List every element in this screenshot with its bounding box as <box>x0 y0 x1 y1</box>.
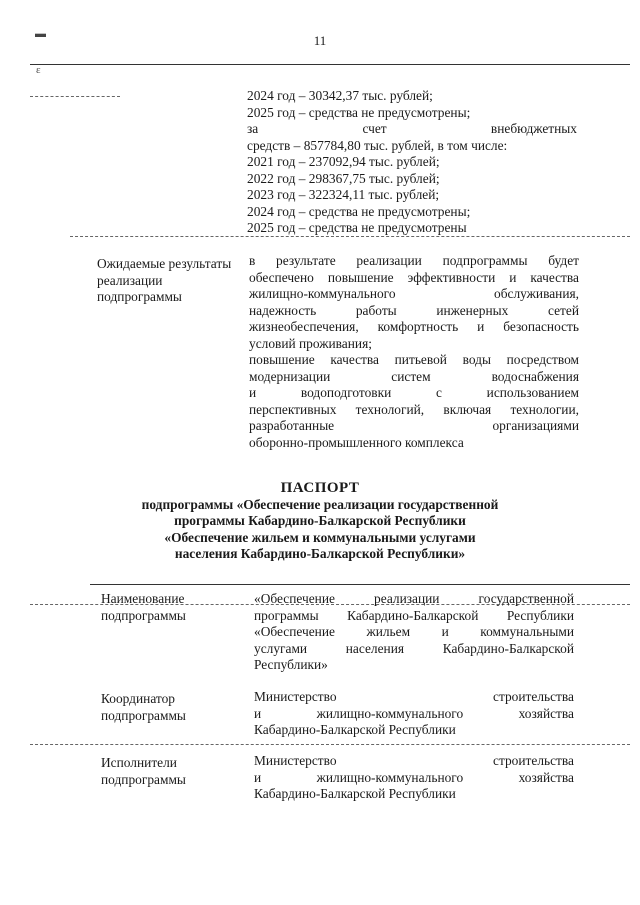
result-line: разработанные организациями <box>249 418 579 433</box>
page-number: 11 <box>313 33 327 48</box>
coordinator-line: Кабардино-Балкарской Республики <box>254 722 456 737</box>
coordinator-line: Министерство строительства <box>254 689 574 704</box>
result-line: условий проживания; <box>249 335 372 351</box>
financing-line: 2021 год – 237092,94 тыс. рублей; <box>247 154 440 169</box>
scan-speck: ▬ <box>35 28 46 40</box>
name-line: «Обеспечение жильем и коммунальными <box>254 624 574 639</box>
passport-subtitle-line: населения Кабардино-Балкарской Республики» <box>174 546 466 561</box>
name-line: Республики» <box>254 657 328 672</box>
coordinator-label: Координатор подпрограммы <box>101 691 186 723</box>
subprogram-name-value <box>254 591 574 674</box>
result-line: обеспечено повышение эффективности и качества <box>249 269 579 285</box>
result-line: перспективных технологий, включая технологии, <box>249 401 579 417</box>
financing-line: 2025 год – средства не предусмотрены <box>247 220 467 235</box>
passport-table-top-rule <box>90 584 630 585</box>
financing-line: за счет внебюджетных <box>247 121 577 136</box>
subprogram-name-label: Наименование подпрограммы <box>101 591 186 623</box>
financing-line: 2022 год – 298367,75 тыс. рублей; <box>247 170 440 186</box>
passport-heading: ПАСПОРТ <box>280 480 360 496</box>
result-line: оборонно-промышленного комплекса <box>249 434 464 450</box>
result-line: модернизации систем водоснабжения <box>249 368 579 384</box>
result-line: повышение качества питьевой воды посредством <box>249 352 579 367</box>
passport-subtitle-line: программы Кабардино-Балкарской Республики <box>174 513 466 528</box>
coordinator-value <box>254 689 574 739</box>
result-line: жизнеобеспечения, комфортность и безопасность <box>249 319 579 334</box>
row-divider <box>30 744 630 745</box>
executors-value <box>254 753 574 803</box>
scan-speck: ɛ <box>36 64 41 76</box>
passport-title <box>0 480 640 563</box>
financing-continuation <box>247 88 577 237</box>
passport-subtitle-line: «Обеспечение жильем и коммунальными услугами <box>164 529 476 545</box>
executors-line: Министерство строительства <box>254 753 574 768</box>
executors-line: и жилищно-коммунального хозяйства <box>254 769 574 785</box>
financing-line: 2025 год – средства не предусмотрены; <box>247 104 471 120</box>
name-line: «Обеспечение реализации государственной <box>254 591 574 606</box>
financing-line: средств – 857784,80 тыс. рублей, в том числе: <box>247 137 508 153</box>
table-top-rule <box>30 64 630 65</box>
result-line: надежность работы инженерных сетей <box>249 302 579 318</box>
result-line: в результате реализации подпрограммы будет <box>249 253 579 268</box>
result-line: жилищно-коммунального обслуживания, <box>249 286 579 301</box>
name-line: услугами населения Кабардино-Балкарской <box>254 640 574 656</box>
financing-line: 2024 год – 30342,37 тыс. рублей; <box>247 88 433 103</box>
row-divider <box>70 236 630 237</box>
financing-line: 2024 год – средства не предусмотрены; <box>247 203 471 219</box>
expected-results-label: Ожидаемые результаты реализации подпрограммы <box>97 256 232 304</box>
executors-line: Кабардино-Балкарской Республики <box>254 786 456 801</box>
executors-label: Исполнители подпрограммы <box>101 755 186 787</box>
result-line: и водоподготовки с использованием <box>249 385 579 400</box>
expected-results-value <box>249 253 579 451</box>
financing-line: 2023 год – 322324,11 тыс. рублей; <box>247 187 440 202</box>
dashed-rule <box>30 96 120 97</box>
coordinator-line: и жилищно-коммунального хозяйства <box>254 705 574 721</box>
name-line: программы Кабардино-Балкарской Республики <box>254 607 574 623</box>
passport-subtitle-line: подпрограммы «Обеспечение реализации государственной <box>141 496 499 512</box>
